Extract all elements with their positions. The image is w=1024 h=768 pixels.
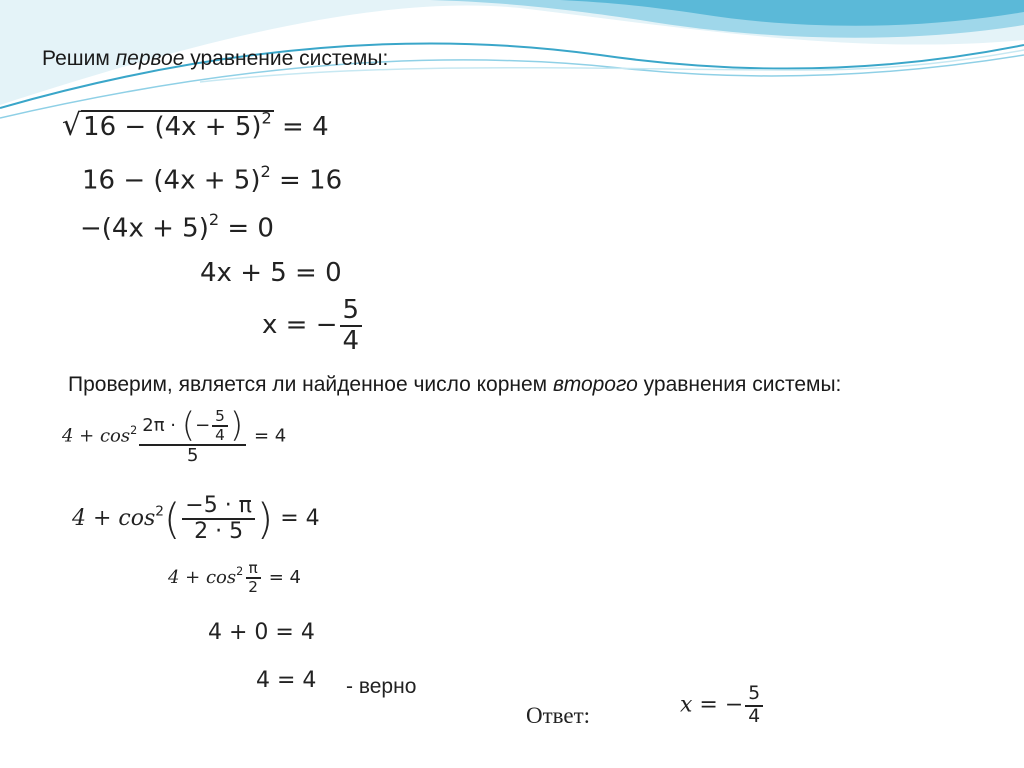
check1-exponent: 2 [130,423,138,437]
equation-step-3 [80,210,274,243]
check3-lhs: 4 + cos [168,566,237,588]
check3-exponent: 2 [236,565,244,579]
step2-exponent: 2 [260,162,271,181]
check-step-5 [256,668,316,693]
equation-step-2 [82,162,342,195]
step4-text: 4x + 5 = 0 [200,258,342,288]
check5-text: 4 = 4 [256,668,317,693]
check2-lhs: 4 + cos [72,506,156,532]
step1-rhs: = 4 [282,112,329,142]
verification-note: - верно [346,675,417,698]
step2-lhs: 16 − (4x + 5) [82,165,261,196]
step3-rhs: = 0 [227,213,274,244]
answer-label: Ответ: [526,703,591,728]
check1-numerator-text: 2π · [142,414,182,436]
equation-step-5 [262,296,364,355]
step1-radicand: 16 − (4x + 5) [83,112,262,142]
check1-fraction [139,405,246,466]
check2-exponent: 2 [155,503,164,520]
heading1-italic: первое [115,47,185,70]
check2-fraction [182,494,255,544]
check1-inner-denominator: 4 [215,425,225,444]
heading2-text: Проверим, является ли найденное число корнем [68,373,553,396]
step3-exponent: 2 [208,210,220,229]
check4-text: 4 + 0 = 4 [208,620,315,645]
heading2-text-end: уравнения системы: [637,373,842,396]
step2-rhs: = 16 [279,165,343,196]
heading1-text-end: уравнение системы: [184,47,389,70]
check3-denominator: 2 [248,577,258,596]
step1-exponent: 2 [261,108,272,128]
check1-inner-fraction [212,408,228,444]
check1-numerator [139,405,246,446]
check1-paren-open: ( [181,405,196,446]
answer-formula [680,684,765,727]
step3-lhs: −(4x + 5) [80,213,209,244]
heading2-italic: второго [552,373,638,396]
step5-lhs: x = − [262,310,338,341]
check-step-4 [208,620,315,645]
check3-numerator: π [246,560,261,579]
heading1-text: Решим [42,47,116,70]
check1-denominator: 5 [187,444,199,466]
check-step-3 [168,560,301,596]
check-step-1 [62,405,287,466]
answer-numerator: 5 [745,684,763,707]
heading-solve-first-equation [42,47,388,71]
check2-rhs: = 4 [280,506,320,532]
equation-step-1 [62,108,329,143]
step5-fraction [340,296,363,355]
step5-denominator: 4 [342,325,360,356]
check2-paren-open: ( [163,494,181,544]
answer-denominator: 4 [748,705,761,727]
answer-lhs: x = − [680,692,744,718]
answer-fraction [745,684,763,727]
check3-fraction [245,560,261,596]
check3-rhs: = 4 [268,566,301,588]
check1-rhs: = 4 [253,425,287,447]
check-step-2 [72,494,320,544]
sqrt-sign: √ [62,108,82,143]
heading-check-second-equation [68,373,841,397]
check2-paren-close: ) [256,494,274,544]
check1-inner-numerator: 5 [212,408,228,427]
check1-paren-close: ) [229,405,244,446]
step5-numerator: 5 [340,296,363,327]
check2-denominator: 2 · 5 [194,519,244,545]
equation-step-4 [200,258,342,288]
check1-inner-sign: − [195,414,211,436]
check1-lhs: 4 + cos [62,425,131,447]
check2-numerator: −5 · π [182,494,255,520]
